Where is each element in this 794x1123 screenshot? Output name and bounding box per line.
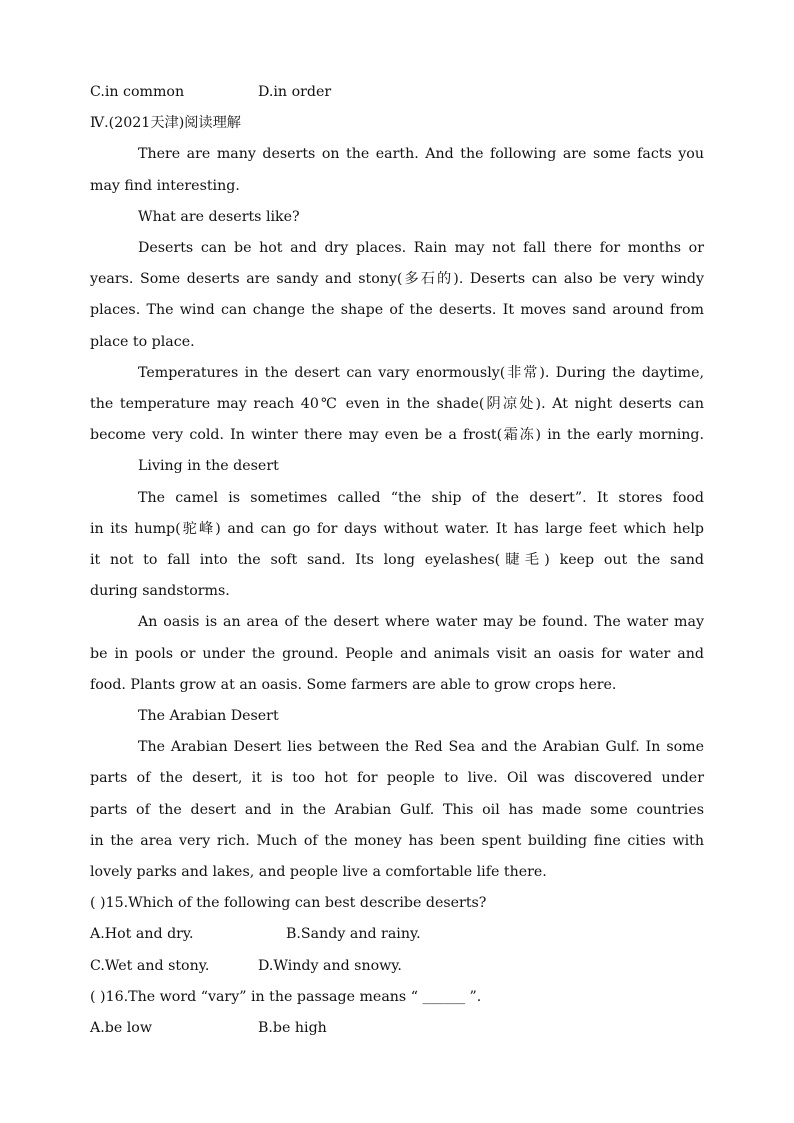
passage-line: during sandstorms. bbox=[90, 583, 230, 599]
option-c: C.Wet and stony. bbox=[90, 958, 210, 974]
passage-line: food. Plants grow at an oasis. Some farmers are able to grow crops here. bbox=[90, 677, 617, 693]
passage-line: The camel is sometimes called “the ship of the desert”. It stores food bbox=[138, 490, 704, 506]
passage-subheading: Living in the desert bbox=[138, 458, 279, 474]
option-b: B.be high bbox=[258, 1020, 327, 1036]
passage-line: place to place. bbox=[90, 334, 195, 350]
passage-line: the temperature may reach 40℃ even in the shade(阴凉处). At night deserts can bbox=[90, 396, 704, 412]
passage-line: The Arabian Desert lies between the Red Sea and the Arabian Gulf. In some bbox=[138, 739, 704, 755]
section-heading: Ⅳ.(2021天津)阅读理解 bbox=[90, 115, 241, 131]
passage-line: An oasis is an area of the desert where water may be found. The water may bbox=[138, 614, 704, 630]
option-c: C.in common bbox=[90, 84, 185, 100]
question-stem: ( )16.The word “vary” in the passage means “ ______ ”. bbox=[90, 989, 482, 1005]
passage-line: be in pools or under the ground. People and animals visit an oasis for water and bbox=[90, 646, 704, 662]
passage-line: lovely parks and lakes, and people live a comfortable life there. bbox=[90, 864, 547, 880]
option-d: D.in order bbox=[258, 84, 332, 100]
passage-line: There are many deserts on the earth. And the following are some facts you bbox=[138, 146, 704, 162]
option-a: A.be low bbox=[90, 1020, 152, 1036]
passage-line: in its hump(驼峰) and can go for days without water. It has large feet which help bbox=[90, 521, 704, 537]
passage-subheading: The Arabian Desert bbox=[138, 708, 279, 724]
option-b: B.Sandy and rainy. bbox=[286, 926, 421, 942]
passage-line: parts of the desert, it is too hot for people to live. Oil was discovered under bbox=[90, 770, 704, 786]
option-d: D.Windy and snowy. bbox=[258, 958, 402, 974]
passage-line: become very cold. In winter there may even be a frost(霜冻) in the early morning. bbox=[90, 427, 704, 443]
passage-line: Deserts can be hot and dry places. Rain may not fall there for months or bbox=[138, 240, 704, 256]
passage-line: may find interesting. bbox=[90, 178, 240, 194]
passage-line: Temperatures in the desert can vary enormously(非常). During the daytime, bbox=[138, 365, 704, 381]
passage-line: places. The wind can change the shape of the deserts. It moves sand around from bbox=[90, 302, 704, 318]
passage-subheading: What are deserts like? bbox=[138, 209, 300, 225]
passage-line: parts of the desert and in the Arabian Gulf. This oil has made some countries bbox=[90, 802, 704, 818]
passage-line: it not to fall into the soft sand. Its long eyelashes(睫毛) keep out the sand bbox=[90, 552, 704, 568]
passage-line: in the area very rich. Much of the money has been spent building fine cities with bbox=[90, 833, 704, 849]
option-a: A.Hot and dry. bbox=[90, 926, 194, 942]
passage-line: years. Some deserts are sandy and stony(多石的). Deserts can also be very windy bbox=[90, 271, 704, 287]
question-stem: ( )15.Which of the following can best describe deserts? bbox=[90, 895, 487, 911]
